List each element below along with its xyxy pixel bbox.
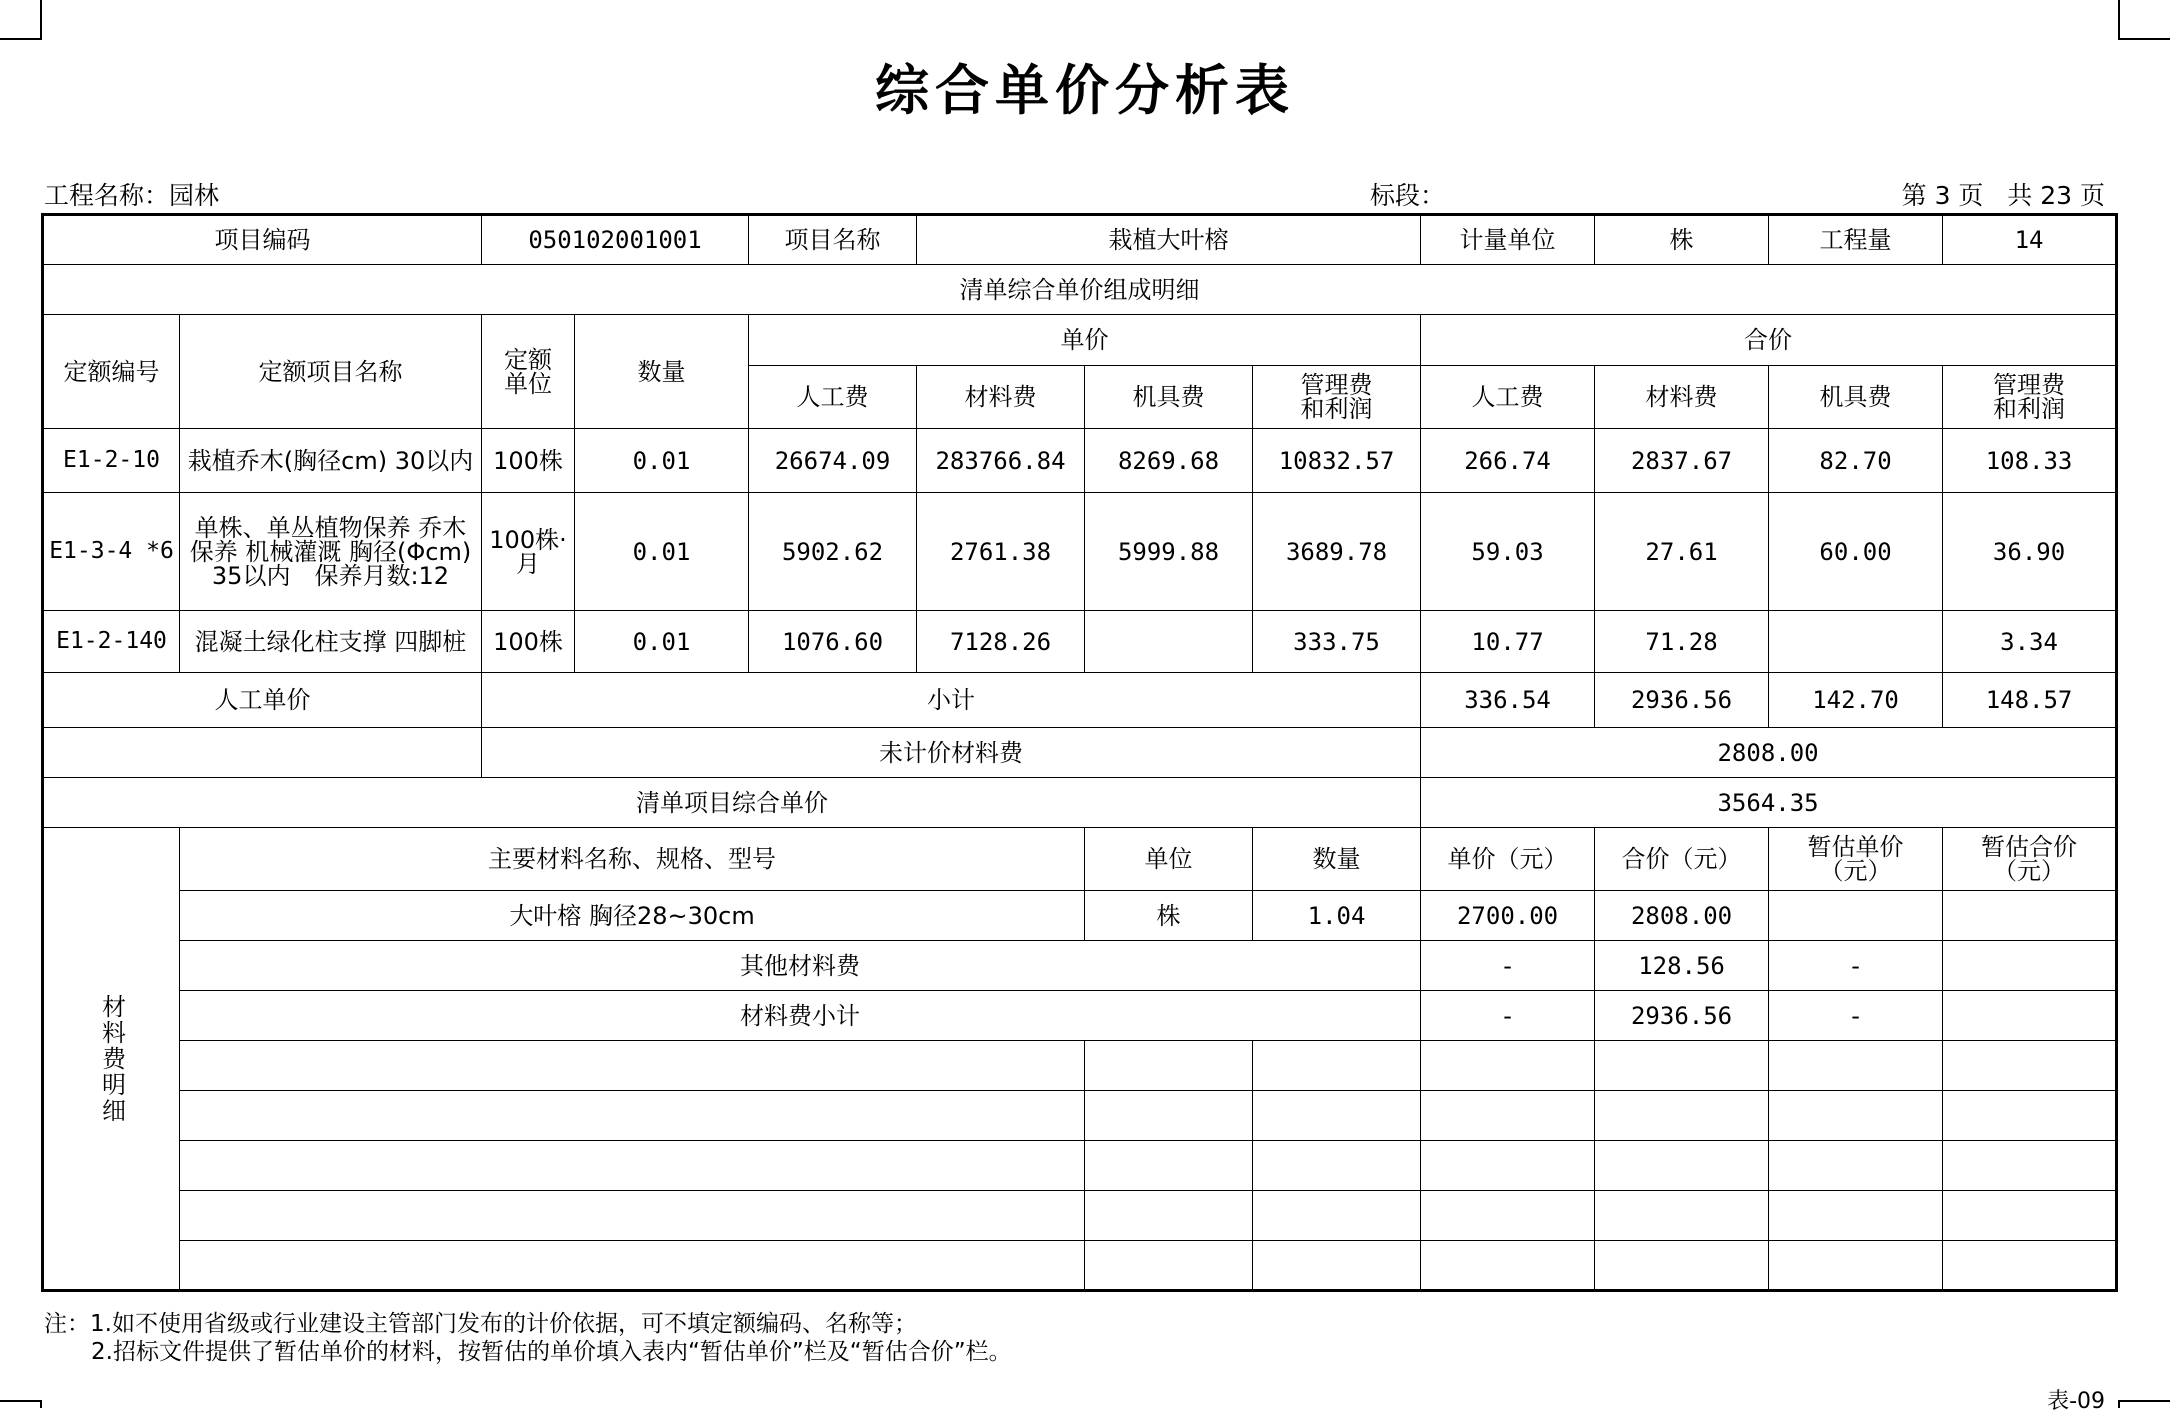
- subtotal-material: 2936.56: [1595, 673, 1769, 728]
- empty-row: [43, 1091, 2117, 1141]
- material-subtotal-label: 材料费小计: [180, 991, 1421, 1041]
- row-total-machine: [1769, 611, 1943, 673]
- col-quota-unit: [482, 315, 575, 429]
- table-row: [43, 611, 2117, 673]
- material-row: [43, 891, 2117, 941]
- row-code: E1-2-140: [43, 611, 180, 673]
- row-name: 混凝土绿化柱支撑 四脚桩: [180, 611, 482, 673]
- material-est-price: [1769, 891, 1943, 941]
- material-est-total: [1943, 891, 2117, 941]
- col-unit-labor: 人工费: [749, 366, 917, 429]
- mat-col-est-total: [1943, 828, 2117, 891]
- crop-mark: [2118, 1400, 2120, 1408]
- row-unit: 100株·月: [482, 493, 575, 611]
- composite-value: 3564.35: [1421, 778, 2117, 828]
- page-current: 第 3 页: [1901, 181, 1984, 210]
- row-name: 单株、单丛植物保养 乔木保养 机械灌溉 胸径(Φcm) 35以内 保养月数:12: [180, 493, 482, 611]
- row-total-mgmt: 3.34: [1943, 611, 2117, 673]
- material-price: 2700.00: [1421, 891, 1595, 941]
- row-qty: 0.01: [575, 611, 749, 673]
- material-unit: 株: [1085, 891, 1253, 941]
- row-unit-mgmt: 3689.78: [1253, 493, 1421, 611]
- row-total-labor: 59.03: [1421, 493, 1595, 611]
- col-total-material: 材料费: [1595, 366, 1769, 429]
- row-unit-labor: 1076.60: [749, 611, 917, 673]
- material-subtotal-est-price: -: [1769, 991, 1943, 1041]
- mat-col-price: 单价（元）: [1421, 828, 1595, 891]
- mat-col-est-price-text: 暂估单价 （元）: [1807, 833, 1904, 885]
- composite-row: [43, 778, 2117, 828]
- subtotal-labor: 336.54: [1421, 673, 1595, 728]
- row-total-labor: 266.74: [1421, 429, 1595, 493]
- unpriced-value: 2808.00: [1421, 728, 2117, 778]
- crop-mark: [0, 38, 42, 40]
- col-quota-unit-text: 定额 单位: [504, 345, 552, 398]
- unit-label: 计量单位: [1421, 215, 1595, 265]
- composite-label: 清单项目综合单价: [43, 778, 1421, 828]
- row-total-mgmt: 36.90: [1943, 493, 2117, 611]
- mat-col-total: 合价（元）: [1595, 828, 1769, 891]
- mat-col-name: 主要材料名称、规格、型号: [180, 828, 1085, 891]
- row-name: 栽植乔木(胸径cm) 30以内: [180, 429, 482, 493]
- col-quantity: 数量: [575, 315, 749, 429]
- col-total-labor: 人工费: [1421, 366, 1595, 429]
- item-code-label: 项目编码: [43, 215, 482, 265]
- mat-col-qty: 数量: [1253, 828, 1421, 891]
- subtotal-mgmt: 148.57: [1943, 673, 2117, 728]
- section-label: 标段：: [1370, 181, 1446, 210]
- row-unit-material: 7128.26: [917, 611, 1085, 673]
- crop-mark: [2118, 1400, 2170, 1402]
- row-total-material: 27.61: [1595, 493, 1769, 611]
- analysis-table: [41, 213, 2118, 1292]
- page-indicator: [1902, 176, 2105, 212]
- detail-section-title: 清单综合单价组成明细: [43, 265, 2117, 315]
- other-material-label: 其他材料费: [180, 941, 1421, 991]
- header-row: [43, 215, 2117, 265]
- row-total-labor: 10.77: [1421, 611, 1595, 673]
- material-subtotal-row: [43, 991, 2117, 1041]
- other-material-est-price: -: [1769, 941, 1943, 991]
- material-total: 2808.00: [1595, 891, 1769, 941]
- mat-col-unit: 单位: [1085, 828, 1253, 891]
- row-qty: 0.01: [575, 493, 749, 611]
- row-code: E1-2-10: [43, 429, 180, 493]
- form-number: 表-09: [2047, 1389, 2105, 1414]
- empty-row: [43, 1141, 2117, 1191]
- table-row: [43, 493, 2117, 611]
- labor-unit-price-label: 人工单价: [43, 673, 482, 728]
- row-code: E1-3-4 *6: [43, 493, 180, 611]
- col-unit-material: 材料费: [917, 366, 1085, 429]
- subtotal-row: [43, 673, 2117, 728]
- material-subtotal-price: -: [1421, 991, 1595, 1041]
- other-material-price: -: [1421, 941, 1595, 991]
- row-unit-mgmt: 10832.57: [1253, 429, 1421, 493]
- col-unit-price: 单价: [749, 315, 1421, 366]
- subtotal-label: 小计: [482, 673, 1421, 728]
- col-total-machine: 机具费: [1769, 366, 1943, 429]
- item-name-label: 项目名称: [749, 215, 917, 265]
- crop-mark: [2118, 38, 2170, 40]
- row-total-material: 2837.67: [1595, 429, 1769, 493]
- material-qty: 1.04: [1253, 891, 1421, 941]
- footnote-line-2: 2.招标文件提供了暂估单价的材料，按暂估的单价填入表内“暂估单价”栏及“暂估合价”栏。: [91, 1339, 1012, 1366]
- table-row: [43, 429, 2117, 493]
- row-unit: 100株: [482, 611, 575, 673]
- document-title: 综合单价分析表: [875, 58, 1295, 122]
- footnote-line-1: 注：1.如不使用省级或行业建设主管部门发布的计价依据，可不填定额编码、名称等；: [44, 1311, 917, 1337]
- material-header-row: [43, 828, 2117, 891]
- col-total-price: 合价: [1421, 315, 2117, 366]
- unpriced-label: 未计价材料费: [482, 728, 1421, 778]
- row-unit-mgmt: 333.75: [1253, 611, 1421, 673]
- row-unit-labor: 26674.09: [749, 429, 917, 493]
- other-material-row: [43, 941, 2117, 991]
- item-code: 050102001001: [482, 215, 749, 265]
- empty-row: [43, 1041, 2117, 1091]
- row-total-machine: 82.70: [1769, 429, 1943, 493]
- mat-col-est-total-text: 暂估合价 （元）: [1981, 833, 2078, 885]
- page-total: 共 23 页: [2007, 181, 2105, 210]
- material-side-label-text: 材料费明细: [97, 993, 126, 1124]
- material-name: 大叶榕 胸径28~30cm: [180, 891, 1085, 941]
- row-unit-machine: 8269.68: [1085, 429, 1253, 493]
- mat-col-est-price: [1769, 828, 1943, 891]
- blank-cell: [1943, 991, 2117, 1041]
- col-unit-mgmt-text: 管理费 和利润: [1300, 371, 1373, 423]
- material-side-label: [43, 828, 180, 1291]
- col-total-mgmt: [1943, 366, 2117, 429]
- crop-mark: [0, 1400, 42, 1402]
- quantity-value: 14: [1943, 215, 2117, 265]
- unit-value: 株: [1595, 215, 1769, 265]
- row-unit: 100株: [482, 429, 575, 493]
- quantity-label: 工程量: [1769, 215, 1943, 265]
- col-unit-mgmt: [1253, 366, 1421, 429]
- col-unit-machine: 机具费: [1085, 366, 1253, 429]
- empty-row: [43, 1241, 2117, 1291]
- row-total-machine: 60.00: [1769, 493, 1943, 611]
- crop-mark: [2118, 0, 2120, 40]
- crop-mark: [40, 1400, 42, 1408]
- project-name: 工程名称：园林: [44, 181, 220, 210]
- row-unit-machine: 5999.88: [1085, 493, 1253, 611]
- row-total-mgmt: 108.33: [1943, 429, 2117, 493]
- blank-cell: [43, 728, 482, 778]
- row-unit-material: 2761.38: [917, 493, 1085, 611]
- row-unit-labor: 5902.62: [749, 493, 917, 611]
- empty-row: [43, 1191, 2117, 1241]
- col-quota-name: 定额项目名称: [180, 315, 482, 429]
- other-material-total: 128.56: [1595, 941, 1769, 991]
- col-quota-code: 定额编号: [43, 315, 180, 429]
- subtotal-machine: 142.70: [1769, 673, 1943, 728]
- footnote: [44, 1310, 1012, 1366]
- col-total-mgmt-text: 管理费 和利润: [1993, 371, 2066, 423]
- row-unit-material: 283766.84: [917, 429, 1085, 493]
- unpriced-row: [43, 728, 2117, 778]
- row-total-material: 71.28: [1595, 611, 1769, 673]
- item-name: 栽植大叶榕: [917, 215, 1421, 265]
- row-qty: 0.01: [575, 429, 749, 493]
- material-subtotal-total: 2936.56: [1595, 991, 1769, 1041]
- blank-cell: [1943, 941, 2117, 991]
- row-unit-machine: [1085, 611, 1253, 673]
- crop-mark: [40, 0, 42, 40]
